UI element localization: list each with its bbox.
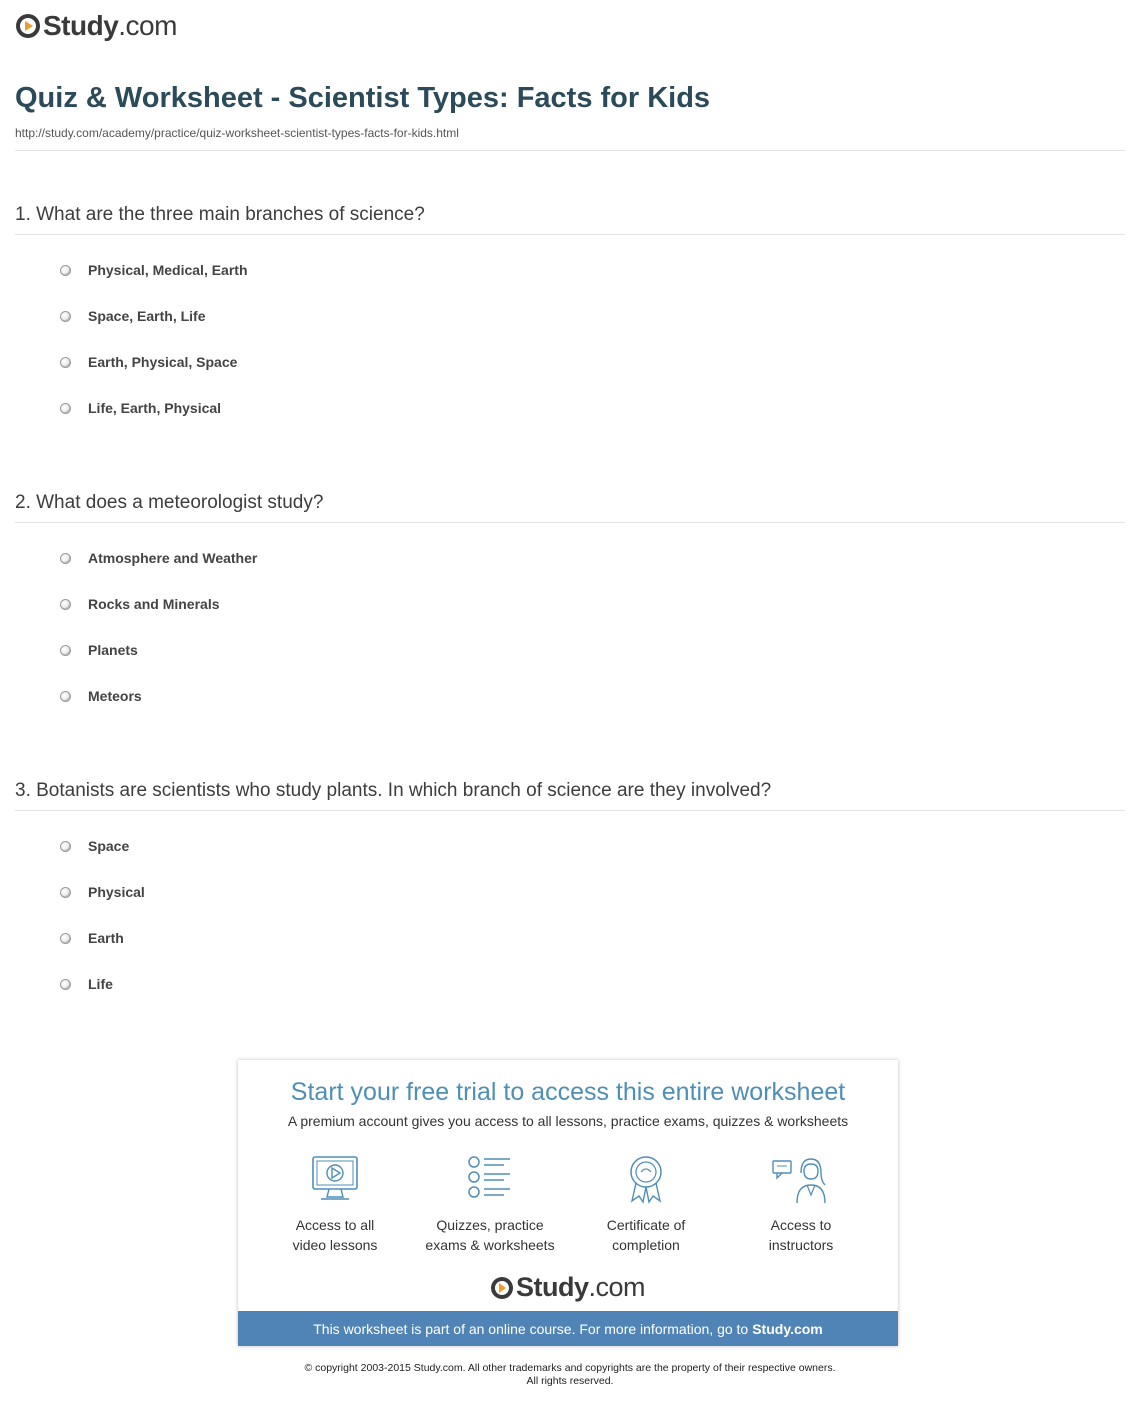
option-label: Physical, Medical, Earth [88,262,248,278]
page-url: http://study.com/academy/practice/quiz-worksheet-scientist-types-facts-for-kids.html [15,126,459,140]
option-3b[interactable] [60,882,145,902]
logo-tld: .com [118,10,177,41]
option-label: Life [88,976,113,992]
page-title: Quiz & Worksheet - Scientist Types: Facts for Kids [15,82,711,114]
option-label: Physical [88,884,145,900]
radio-button[interactable] [60,841,71,852]
divider [15,522,1125,523]
divider [15,810,1125,811]
option-label: Rocks and Minerals [88,596,220,612]
question-3: 3. Botanists are scientists who study plants. In which branch of science are they involved? [15,780,772,801]
free-trial-promo[interactable] [238,1060,898,1346]
option-1c[interactable] [60,352,237,372]
promo-heading[interactable]: Start your free trial to access this entire worksheet [290,1078,846,1106]
question-2: 2. What does a meteorologist study? [15,492,324,513]
option-label: Earth [88,930,124,946]
promo-info-bar[interactable] [238,1311,898,1346]
copyright-line: © copyright 2003-2015 Study.com. All other trademarks and copyrights are the property of their respective owners. [304,1362,836,1374]
feature-quizzes [415,1155,565,1255]
video-lesson-icon [309,1155,361,1205]
certificate-icon [620,1155,672,1205]
studycom-link[interactable]: Study.com [752,1320,823,1337]
study-logo[interactable] [16,10,177,42]
option-1d[interactable] [60,398,221,418]
option-3a[interactable] [60,836,129,856]
radio-button[interactable] [60,357,71,368]
play-logo-icon [16,14,40,38]
option-1b[interactable] [60,306,205,326]
divider [15,150,1125,151]
option-2b[interactable] [60,594,220,614]
radio-button[interactable] [60,979,71,990]
feature-certificate [571,1155,721,1255]
copyright-notice [0,1362,1140,1388]
radio-button[interactable] [60,645,71,656]
instructor-icon [771,1155,831,1205]
option-label: Earth, Physical, Space [88,354,238,370]
option-label: Meteors [88,688,142,704]
feature-instructors [726,1155,876,1255]
feature-label: Access to all video lessons [292,1217,378,1253]
quiz-list-icon [464,1155,516,1205]
option-label: Life, Earth, Physical [88,400,222,416]
radio-button[interactable] [60,933,71,944]
option-label: Space [88,838,130,854]
option-2c[interactable] [60,640,138,660]
option-2a[interactable] [60,548,257,568]
feature-video-lessons [260,1155,410,1255]
logo-tld: .com [588,1272,646,1302]
radio-button[interactable] [60,599,71,610]
logo-name: Study [43,10,119,41]
option-label: Space, Earth, Life [88,308,206,324]
promo-subheading: A premium account gives you access to all lessons, practice exams, quizzes & worksheets [287,1113,849,1129]
feature-label: Certificate of completion [606,1217,686,1253]
radio-button[interactable] [60,403,71,414]
divider [15,234,1125,235]
option-label: Planets [88,642,138,658]
logo-name: Study [515,1272,589,1302]
radio-button[interactable] [60,553,71,564]
radio-button[interactable] [60,311,71,322]
option-3d[interactable] [60,974,113,994]
radio-button[interactable] [60,265,71,276]
question-1: 1. What are the three main branches of science? [15,204,425,225]
option-1a[interactable] [60,260,248,280]
option-3c[interactable] [60,928,124,948]
promo-bar-text: This worksheet is part of an online course. For more information, go to [313,1320,749,1337]
copyright-line: All rights reserved. [526,1375,614,1387]
play-logo-icon [491,1277,513,1299]
radio-button[interactable] [60,887,71,898]
promo-study-logo[interactable] [238,1272,898,1303]
option-label: Atmosphere and Weather [88,550,258,566]
feature-label: Quizzes, practice exams & worksheets [425,1217,555,1253]
option-2d[interactable] [60,686,142,706]
feature-label: Access to instructors [768,1217,834,1253]
radio-button[interactable] [60,691,71,702]
